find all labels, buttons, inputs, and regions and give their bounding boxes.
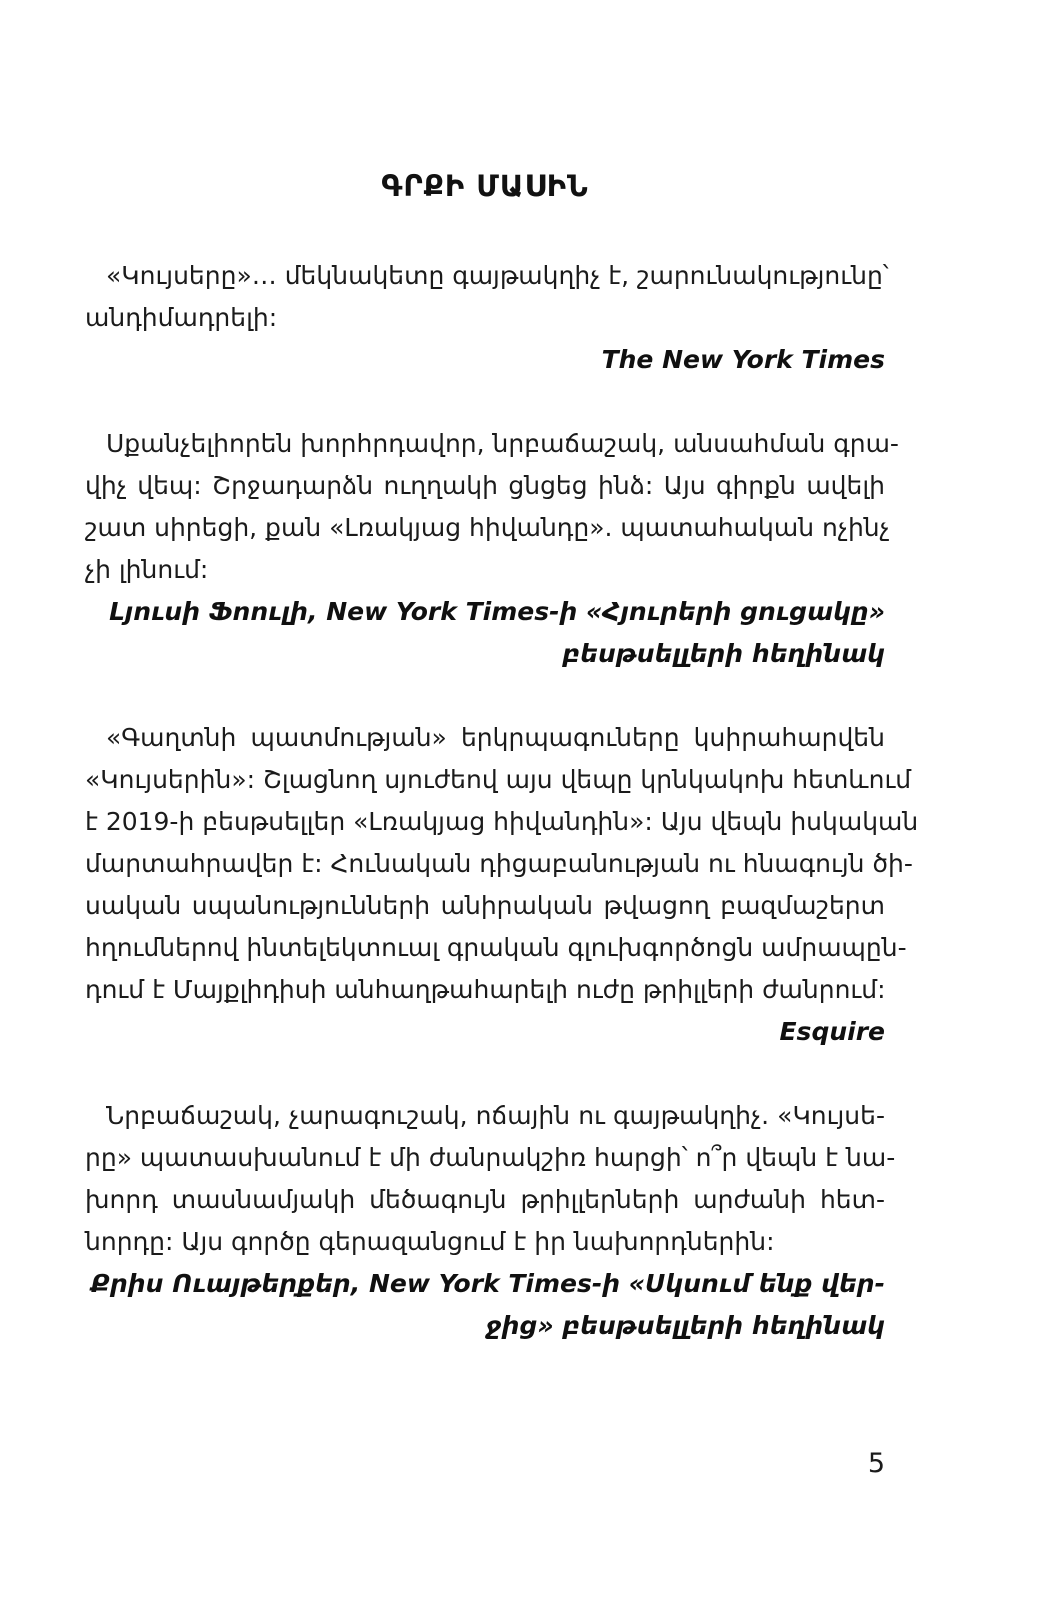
quote-block-3	[85, 717, 919, 1053]
quote-body-line: մարտահրավեր է: Հունական դիցաբանության ու հնագույն ծի-	[85, 849, 913, 878]
quote-body-line: րը» պատասխանում է մի ժանրակշիռ հարցի՝ ո՞ր վեպն է նա-	[85, 1143, 896, 1172]
quote-body-line: Նրբաճաշակ, չարագուշակ, ոճային ու գայթակղիչ. «Կույսե-	[106, 1101, 885, 1130]
page-number: 5	[867, 1448, 885, 1479]
quote-attribution-line: The New York Times	[601, 345, 885, 374]
quote-body-line: դում է Մայքլիդիսի անհաղթահարելի ուժը թրիլլերի ժանրում:	[85, 975, 886, 1004]
quote-attribution-line: Քրիս Ուայթերքեր, New York Times-ի «Սկսում ենք վեր-	[90, 1269, 885, 1298]
quote-body-line: «Կույսերին»: Շլացնող սյուժեով այս վեպը կրնկակոխ հետևում	[85, 765, 912, 794]
quote-body-line: շատ սիրեցի, քան «Լռակյաց հիվանդը». պատահական ոչինչ	[85, 513, 890, 542]
quote-body-line: հղումներով ինտելեկտուալ գրական գլուխգործոցն ամրապըն-	[85, 933, 907, 962]
quote-attribution-line: բեսթսելլերի հեղինակ	[562, 639, 885, 668]
quote-body-line: նորդը: Այս գործը գերազանցում է իր նախորդներին:	[85, 1227, 775, 1256]
quote-block-1	[85, 255, 889, 381]
quote-attribution-line: ջից» բեսթսելլերի հեղինակ	[485, 1311, 885, 1340]
quote-body-line: անդիմադրելի:	[85, 303, 278, 332]
quote-block-2	[85, 423, 899, 675]
quote-attribution-line: Esquire	[779, 1017, 885, 1046]
quotes-container	[85, 255, 919, 1347]
quote-body-line: «Կույսերը»… մեկնակետը գայթակղիչ է, շարունակությունը՝	[106, 261, 889, 290]
quote-body-line: վիչ վեպ: Շրջադարձն ուղղակի ցնցեց ինձ: Այս գիրքն ավելի	[85, 471, 885, 500]
quote-body-line: է 2019-ի բեսթսելլեր «Լռակյաց հիվանդին»: Այս վեպն իսկական	[85, 807, 919, 836]
quote-attribution-line: Լյուսի Ֆոուլի, New York Times-ի «Հյուրերի ցուցակը»	[109, 597, 885, 626]
page-title: ԳՐՔԻ ՄԱՍԻՆ	[381, 169, 589, 203]
quote-body-line: խորդ տասնամյակի մեծագույն թրիլլերների արժանի հետ-	[85, 1185, 885, 1214]
quote-body-line: Սքանչելիորեն խորհրդավոր, նրբաճաշակ, անսահման գրա-	[106, 429, 899, 458]
quote-body-line: չի լինում:	[85, 555, 209, 584]
quote-body-line: «Գաղտնի պատմության» երկրպագուները կսիրահարվեն	[106, 723, 885, 752]
quote-body-line: սական սպանությունների անիրական թվացող բազմաշերտ	[85, 891, 885, 920]
quote-block-4	[85, 1095, 896, 1347]
